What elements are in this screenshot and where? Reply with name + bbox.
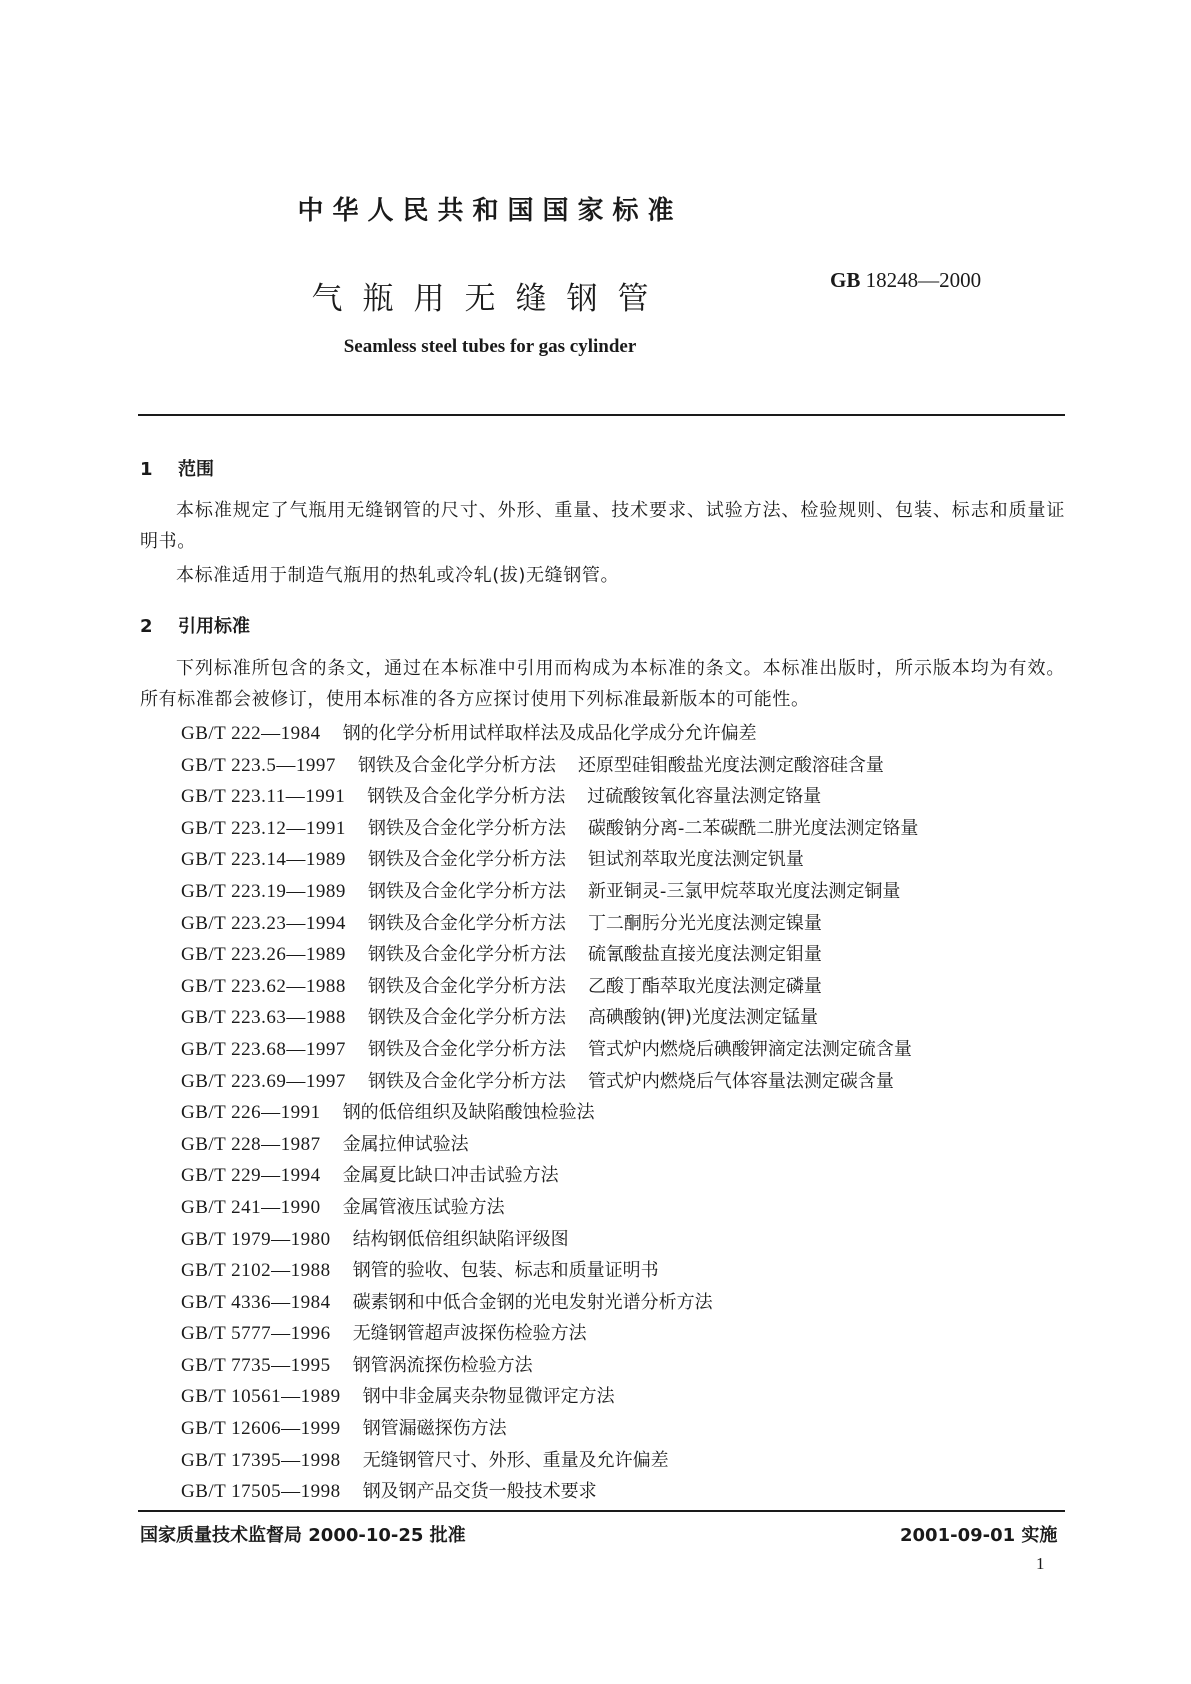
section-title: 引用标准 <box>178 616 250 637</box>
reference-item <box>181 1413 918 1445</box>
reference-item <box>181 1255 918 1287</box>
reference-title: 钢铁及合金化学分析方法 <box>367 880 566 902</box>
reference-item <box>181 1192 918 1224</box>
reference-title: 钢铁及合金化学分析方法 <box>367 1070 566 1092</box>
reference-code: GB/T 241—1990 <box>181 1196 321 1218</box>
reference-code: GB/T 17395—1998 <box>181 1449 341 1471</box>
reference-item <box>181 1034 918 1066</box>
reference-code: GB/T 1979—1980 <box>181 1228 331 1250</box>
reference-method: 高碘酸钠(钾)光度法测定锰量 <box>587 1007 818 1029</box>
reference-item <box>181 750 918 782</box>
reference-code: GB/T 229—1994 <box>181 1165 321 1187</box>
reference-item <box>181 908 918 940</box>
reference-title: 钢中非金属夹杂物显微评定方法 <box>362 1386 615 1408</box>
reference-method: 管式炉内燃烧后气体容量法测定碳含量 <box>587 1070 894 1092</box>
reference-item <box>181 876 918 908</box>
section-title: 范围 <box>178 459 214 480</box>
reference-title: 碳素钢和中低合金钢的光电发射光谱分析方法 <box>352 1291 713 1313</box>
reference-code: GB/T 222—1984 <box>181 723 321 744</box>
reference-method: 硫氰酸盐直接光度法测定钼量 <box>587 944 822 966</box>
reference-item <box>181 971 918 1003</box>
standard-code <box>830 268 981 293</box>
reference-title: 钢铁及合金化学分析方法 <box>367 786 566 808</box>
reference-code: GB/T 10561—1989 <box>181 1386 341 1408</box>
reference-title: 钢铁及合金化学分析方法 <box>367 912 566 934</box>
section-number: 1 <box>140 459 153 480</box>
reference-item <box>181 1318 918 1350</box>
reference-item <box>181 1381 918 1413</box>
reference-code: GB/T 12606—1999 <box>181 1418 341 1440</box>
reference-item <box>181 1097 918 1129</box>
reference-item <box>181 718 918 750</box>
reference-code: GB/T 5777—1996 <box>181 1323 331 1345</box>
reference-code: GB/T 223.69—1997 <box>181 1070 346 1092</box>
reference-code: GB/T 226—1991 <box>181 1102 321 1124</box>
reference-code: GB/T 7735—1995 <box>181 1354 331 1376</box>
reference-item <box>181 1445 918 1477</box>
reference-title: 钢及钢产品交货一般技术要求 <box>362 1481 597 1503</box>
reference-list <box>181 718 918 1508</box>
standard-code-number: 18248—2000 <box>865 268 982 292</box>
reference-title: 钢铁及合金化学分析方法 <box>367 944 566 966</box>
reference-code: GB/T 223.26—1989 <box>181 944 346 966</box>
reference-code: GB/T 223.14—1989 <box>181 849 346 871</box>
reference-title: 钢铁及合金化学分析方法 <box>367 1038 566 1060</box>
reference-method: 丁二酮肟分光光度法测定镍量 <box>587 912 822 934</box>
reference-item <box>181 1160 918 1192</box>
footer-divider <box>138 1510 1065 1512</box>
reference-item <box>181 1476 918 1508</box>
reference-title: 钢铁及合金化学分析方法 <box>367 975 566 997</box>
national-standard-heading: 中华人民共和国国家标准 <box>297 196 683 226</box>
reference-code: GB/T 223.68—1997 <box>181 1038 346 1060</box>
section-number: 2 <box>140 616 153 637</box>
reference-code: GB/T 2102—1988 <box>181 1260 331 1282</box>
reference-item <box>181 1287 918 1319</box>
reference-title: 钢管涡流探伤检验方法 <box>352 1354 533 1376</box>
reference-code: GB/T 228—1987 <box>181 1133 321 1155</box>
reference-item <box>181 1129 918 1161</box>
reference-title: 无缝钢管超声波探伤检验方法 <box>352 1323 587 1345</box>
reference-method: 碳酸钠分离-二苯碳酰二肼光度法测定铬量 <box>587 817 919 839</box>
reference-item <box>181 939 918 971</box>
reference-method: 过硫酸铵氧化容量法测定铬量 <box>587 786 822 808</box>
reference-item <box>181 813 918 845</box>
reference-item <box>181 781 918 813</box>
reference-code: GB/T 223.5—1997 <box>181 754 336 776</box>
reference-title: 金属夏比缺口冲击试验方法 <box>342 1165 559 1187</box>
reference-title: 金属拉伸试验法 <box>342 1133 469 1155</box>
reference-item <box>181 1002 918 1034</box>
reference-method: 钽试剂萃取光度法测定钒量 <box>587 849 804 871</box>
reference-title: 钢铁及合金化学分析方法 <box>367 1007 566 1029</box>
reference-title: 钢铁及合金化学分析方法 <box>367 817 566 839</box>
reference-code: GB/T 223.23—1994 <box>181 912 346 934</box>
reference-code: GB/T 223.19—1989 <box>181 880 346 902</box>
reference-title: 金属管液压试验方法 <box>342 1196 505 1218</box>
reference-title: 钢管漏磁探伤方法 <box>362 1418 507 1440</box>
reference-title: 钢管的验收、包装、标志和质量证明书 <box>352 1260 659 1282</box>
reference-title: 钢的化学分析用试样取样法及成品化学成分允许偏差 <box>342 723 757 744</box>
header-divider <box>138 414 1065 416</box>
reference-code: GB/T 223.63—1988 <box>181 1007 346 1029</box>
reference-title: 钢铁及合金化学分析方法 <box>367 849 566 871</box>
reference-item <box>181 844 918 876</box>
implementation-date: 2001-09-01 实施 <box>900 1525 1058 1546</box>
reference-code: GB/T 223.62—1988 <box>181 975 346 997</box>
standard-code-prefix: GB <box>830 268 861 292</box>
reference-method: 新亚铜灵-三氯甲烷萃取光度法测定铜量 <box>587 880 901 902</box>
reference-code: GB/T 17505—1998 <box>181 1481 341 1503</box>
reference-item <box>181 1066 918 1098</box>
section-heading-scope <box>140 455 214 481</box>
reference-title: 钢铁及合金化学分析方法 <box>357 754 556 776</box>
reference-title: 钢的低倍组织及缺陷酸蚀检验法 <box>342 1102 595 1124</box>
approval-line: 国家质量技术监督局 2000-10-25 批准 <box>140 1525 466 1546</box>
paragraph: 本标准适用于制造气瓶用的热轧或冷轧(拔)无缝钢管。 <box>176 565 620 586</box>
paragraph: 下列标准所包含的条文，通过在本标准中引用而构成为本标准的条文。本标准出版时，所示版本均为有效。所有标准都会被修订，使用本标准的各方应探讨使用下列标准最新版本的可能性。 <box>140 658 1065 710</box>
reference-title: 无缝钢管尺寸、外形、重量及允许偏差 <box>362 1449 669 1471</box>
document-title: 气瓶用无缝钢管 <box>311 281 669 317</box>
reference-code: GB/T 223.11—1991 <box>181 786 346 808</box>
document-title-english: Seamless steel tubes for gas cylinder <box>343 336 637 357</box>
page-number: 1 <box>1036 1554 1045 1573</box>
paragraph: 本标准规定了气瓶用无缝钢管的尺寸、外形、重量、技术要求、试验方法、检验规则、包装、标志和质量证明书。 <box>140 500 1065 552</box>
reference-title: 结构钢低倍组织缺陷评级图 <box>352 1228 569 1250</box>
reference-method: 乙酸丁酯萃取光度法测定磷量 <box>587 975 822 997</box>
reference-item <box>181 1350 918 1382</box>
reference-method: 还原型硅钼酸盐光度法测定酸溶硅含量 <box>577 754 884 776</box>
reference-code: GB/T 223.12—1991 <box>181 817 346 839</box>
section-heading-normative-references <box>140 612 250 638</box>
reference-code: GB/T 4336—1984 <box>181 1291 331 1313</box>
reference-item <box>181 1224 918 1256</box>
reference-method: 管式炉内燃烧后碘酸钾滴定法测定硫含量 <box>587 1038 912 1060</box>
